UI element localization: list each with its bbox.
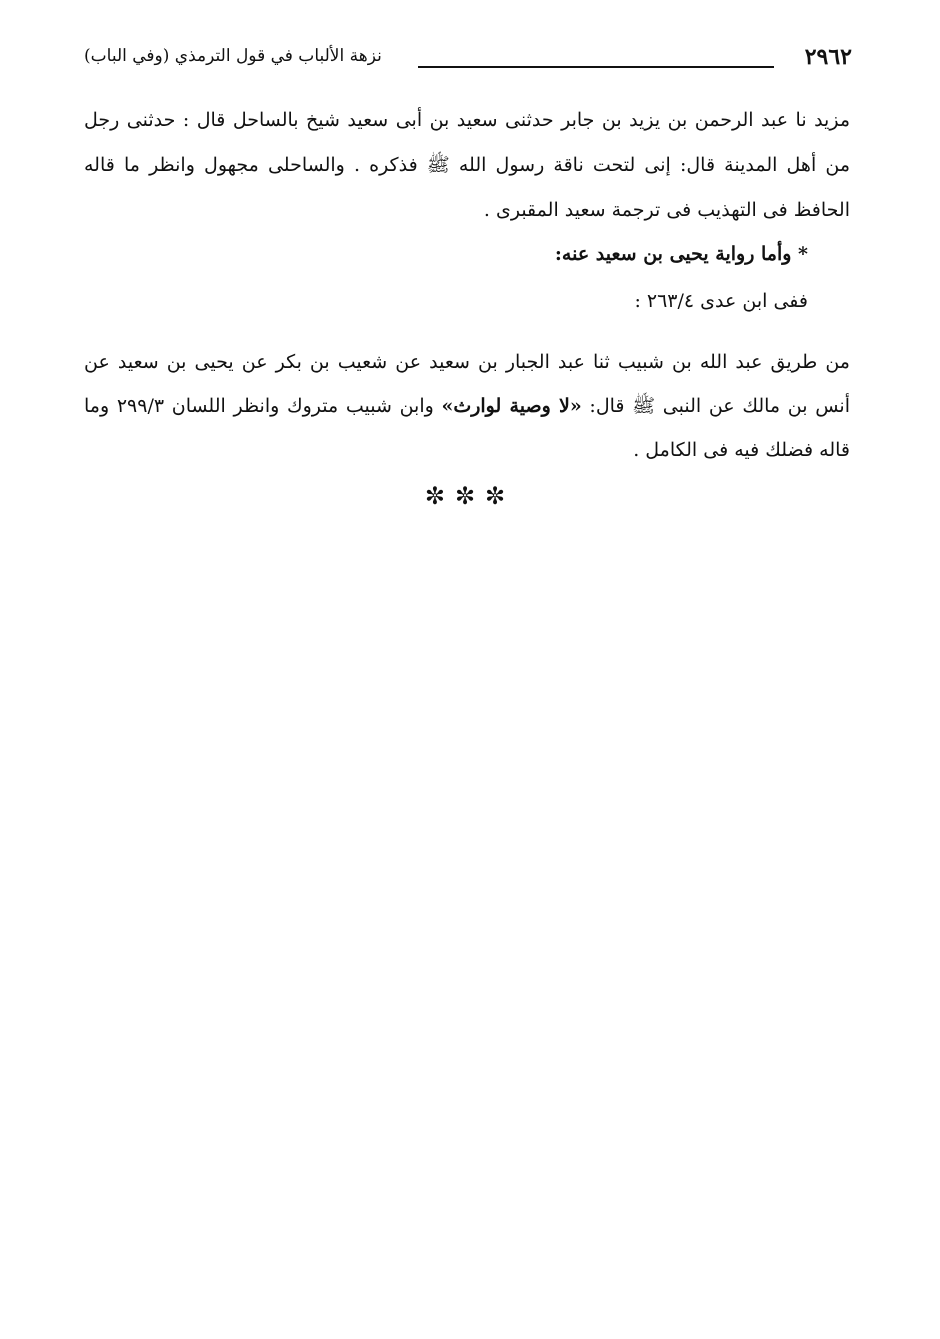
running-header	[84, 44, 852, 76]
paragraph-2-part-1: من طريق عبد الله بن شبيب ثنا عبد الجبار بن سعيد عن شعيب بن بكر عن يحيى بن سعيد عن أنس بن مالك عن النبى ﷺ قال:	[84, 351, 850, 417]
running-title: نزهة الألباب في قول الترمذي (وفي الباب)	[84, 46, 382, 66]
section-heading: * وأما رواية يحيى بن سعيد عنه:	[554, 243, 808, 265]
paragraph-1-text: مزيد نا عبد الرحمن بن يزيد بن جابر حدثنى سعيد بن أبى سعيد شيخ بالساحل قال : حدثنى رجل من أهل المدينة قال: إنى لتحت ناقة رسول الله ﷺ فذكره . والساحلى مجهول وانظر ما قاله الحافظ فى التهذيب فى ترجمة سعيد المقبرى .	[84, 109, 850, 221]
paragraph-2	[84, 340, 850, 472]
paragraph-1	[84, 98, 850, 233]
page-number: ٢٩٦٢	[804, 44, 852, 70]
hadith-quote: «لا وصية لوارث»	[441, 395, 582, 417]
source-reference-line: ففى ابن عدى ٢٦٣/٤ :	[634, 290, 808, 312]
header-rule	[418, 66, 774, 68]
paragraph-2-part-2: وابن شبيب متروك وانظر اللسان ٢٩٩/٣ وما قاله فضلك فيه فى الكامل .	[84, 395, 850, 461]
end-ornament: ✼✼✼	[424, 482, 516, 510]
